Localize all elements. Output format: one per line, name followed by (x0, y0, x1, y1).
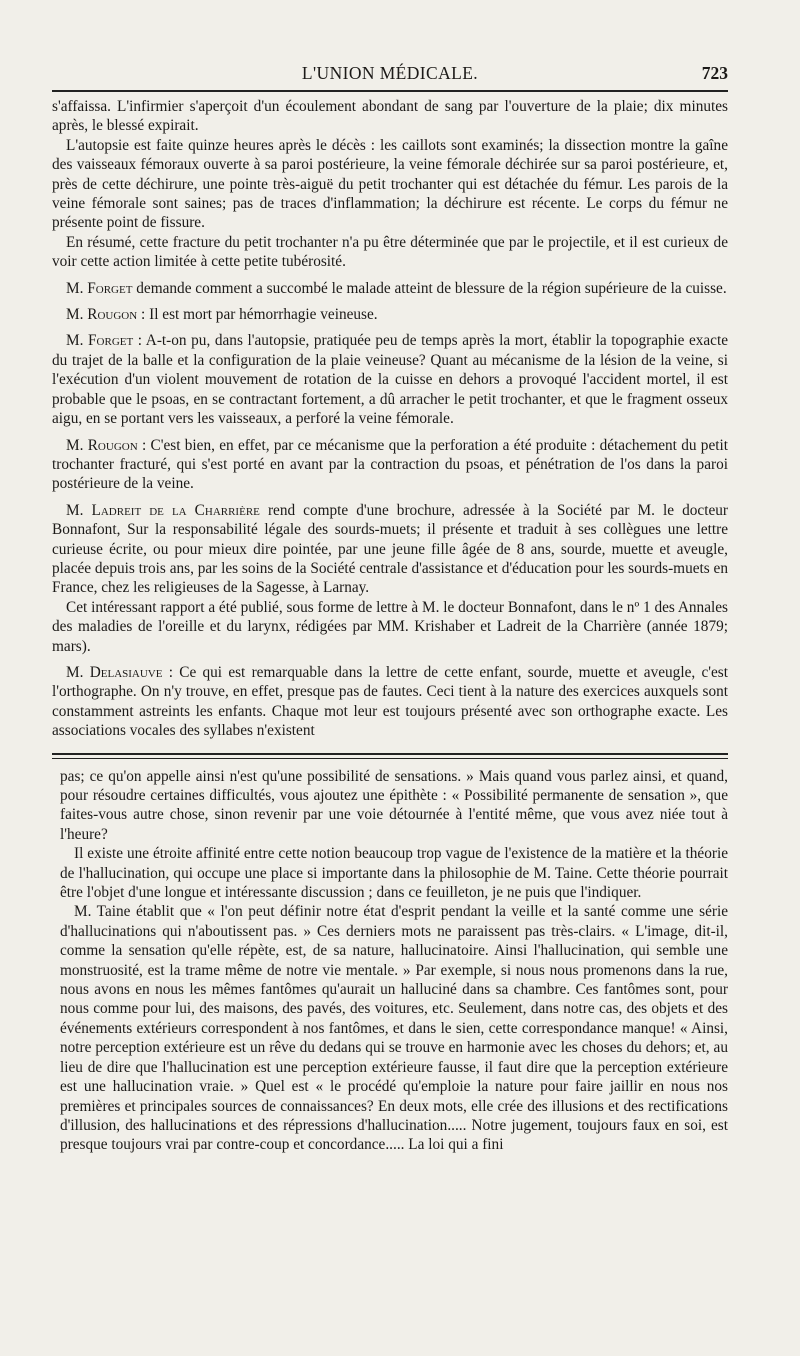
paragraph: Cet intéressant rapport a été publié, sous forme de lettre à M. le docteur Bonnafont, dans le nº 1 des Annales des maladies de l'oreille et du larynx, rédigées par MM. Krishaber et Ladreit de la Charrière (année 1879; mars). (52, 598, 728, 655)
speaker-name: Forget (87, 279, 133, 297)
speaker-name: Rougon (87, 306, 138, 324)
speaker-name: Forget (88, 332, 134, 350)
feuilleton-separator (52, 753, 728, 759)
page-number: 723 (701, 63, 728, 83)
header-rule (52, 90, 728, 92)
feuilleton-paragraph: pas; ce qu'on appelle ainsi n'est qu'une possibilité de sensations. » Mais quand vous parlez ainsi, et quand, pour résoudre certaines difficultés, vous ajoutez une épithète : « Possibilité permanente de sensation », que faites-vous autre chose, sinon revenir par une voie détournée à l'entité même, que vous avez niée tout à l'heure? (60, 767, 728, 843)
running-title: L'UNION MÉDICALE. (301, 63, 479, 83)
paragraph: L'autopsie est faite quinze heures après le décès : les caillots sont examinés; la dissection montre la gaîne des vaisseaux fémoraux ouverte à sa paroi postérieure, la veine fémorale déchirée sur sa paroi postérieure, et, près de cette déchirure, une pointe très-aiguë du petit trochanter qui est détachée du fémur. Les parois de la veine fémorale sont saines; pas de traces d'inflammation; la déchirure est récente. Le corps du fémur ne présente point de fissure. (52, 136, 728, 232)
speaker-name: Delasiauve (89, 663, 163, 681)
paragraph: s'affaissa. L'infirmier s'aperçoit d'un écoulement abondant de sang par l'ouverture de la plaie; dix minutes après, le blessé expirait. (52, 98, 728, 135)
speaker-paragraph: M. Rougon : C'est bien, en effet, par ce mécanisme que la perforation a été produite : détachement du petit trochanter fracturé, qui s'est porté en avant par la contraction du psoas, et pénétration de l'os dans la paroi postérieure de la veine. (52, 436, 728, 493)
feuilleton-paragraph: Il existe une étroite affinité entre cette notion beaucoup trop vague de l'existence de la matière et la théorie de l'hallucination, qui occupe une place si importante dans la philosophie de M. Taine. Cette théorie pourrait être l'objet d'une longue et intéressante discussion ; dans ce feuilleton, je ne puis que l'indiquer. (60, 845, 728, 902)
speaker-name: Rougon (87, 436, 138, 454)
speaker-paragraph: M. Delasiauve : Ce qui est remarquable dans la lettre de cette enfant, sourde, muette et aveugle, c'est l'orthographe. On n'y trouve, en effet, presque pas de fautes. Ceci tient à la nature des exercices auxquels sont constamment astreints les enfants. Chaque mot leur est toujours présenté avec son orthographe exacte. Les associations vocales des syllabes n'existent (52, 663, 728, 740)
page-header (52, 58, 728, 88)
speaker-name: Ladreit de la Charrière (91, 501, 260, 519)
feuilleton-paragraph: M. Taine établit que « l'on peut définir notre état d'esprit pendant la veille et la santé comme une série d'hallucinations qui n'aboutissent pas. » Ces derniers mots ne paraissent pas très-clairs. « L'image, dit-il, comme la sensation qu'elle répète, est, de sa nature, hallucinatoire. Ainsi l'hallucination, qui semble une monstruosité, est la trame même de notre vie mentale. » Par exemple, si nous nous promenons dans la rue, nous avons en nous les mêmes fantômes qu'aurait un halluciné dans sa chambre. Ces fantômes sont, pour nous comme pour lui, des maisons, des pavés, des voitures, etc. Seulement, dans notre cas, des objets et des événements extérieurs correspondent à nos fantômes, et dans le sien, cette correspondance manque! « Ainsi, notre perception extérieure est un rêve du dedans qui se trouve en harmonie avec les choses du dehors; et, au lieu de dire que l'hallucination est une perception extérieure fausse, il faut dire que la perception extérieure est une hallucination vraie. » Quel est « le procédé qu'emploie la nature pour faire jaillir en nous nos premières et principales sources de connaissances? En deux mots, elle crée des illusions et des rectifications d'illusion, des hallucinations et des répressions d'hallucination..... Notre jugement, toujours faux en soi, est presque toujours vrai par contre-coup et concordance..... La loi qui a fini (60, 903, 728, 1154)
speaker-paragraph: M. Rougon : Il est mort par hémorrhagie veineuse. (66, 306, 378, 324)
feuilleton (52, 767, 728, 1155)
speaker-paragraph: M. Forget : A-t-on pu, dans l'autopsie, pratiquée peu de temps après la mort, établir la topographie exacte du trajet de la balle et la configuration de la plaie veineuse? Quant au mécanisme de la lésion de la veine, si l'exécution d'un violent mouvement de rotation de la cuisse en dehors a provoqué l'accident mortel, il est probable que le psoas, en se contractant fortement, a dû arracher le petit trochanter, et que le fragment osseux aigu, en se portant vers les vaisseaux, a perforé la veine fémorale. (52, 332, 729, 428)
speaker-paragraph: M. Ladreit de la Charrière rend compte d'une brochure, adressée à la Société par M. le docteur Bonnafont, Sur la responsabilité légale des sourds-muets; il présente et traduit à ses collègues une lettre curieuse écrite, ou pour mieux dire pointée, par une jeune fille âgée de 8 ans, sourde, muette et aveugle, placée depuis trois ans, par les soins de la Société centrale d'assistance et d'éducation pour les sourds-muets en France, chez les religieuses de la Sagesse, à Larnay. (52, 501, 728, 597)
society-proceedings (52, 97, 728, 741)
speaker-paragraph: M. Forget demande comment a succombé le malade atteint de blessure de la région supérieure de la cuisse. (66, 279, 727, 297)
paragraph: En résumé, cette fracture du petit trochanter n'a pu être déterminée que par le projectile, et il est curieux de voir cette action limitée à cette petite tubérosité. (52, 233, 728, 271)
